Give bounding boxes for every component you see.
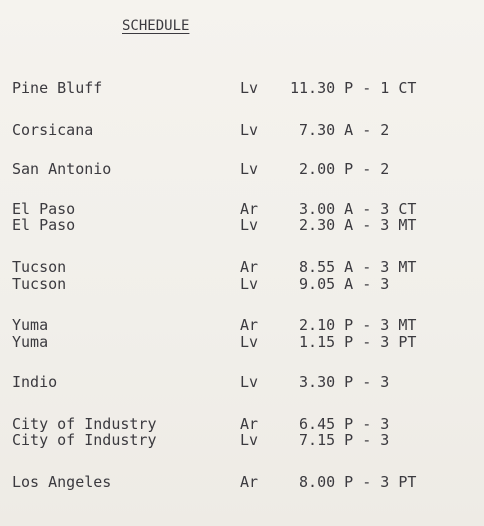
arrive-leave: Ar [240,473,259,491]
arrive-leave: Lv [240,431,259,449]
arrive-leave: Lv [240,373,259,391]
time-day-zone: 7.30 A - 2 [290,121,390,139]
city-name: Tucson [12,258,67,276]
arrive-leave: Ar [240,415,259,433]
time-day-zone: 3.00 A - 3 CT [290,200,417,218]
arrive-leave: Lv [240,160,259,178]
schedule-row [0,78,484,98]
schedule-title: SCHEDULE [122,18,190,34]
arrive-leave: Lv [240,275,259,293]
schedule-row [0,472,484,492]
time-day-zone: 8.00 P - 3 PT [290,473,417,491]
city-name: City of Industry [12,431,157,449]
time-day-zone: 2.10 P - 3 MT [290,316,417,334]
arrive-leave: Ar [240,258,259,276]
city-name: Yuma [12,333,49,351]
schedule-row [0,215,484,235]
city-name: Yuma [12,316,49,334]
time-day-zone: 3.30 P - 3 [290,373,390,391]
city-name: San Antonio [12,160,112,178]
arrive-leave: Lv [240,121,259,139]
arrive-leave: Lv [240,216,259,234]
arrive-leave: Lv [240,333,259,351]
time-day-zone: 1.15 P - 3 PT [290,333,417,351]
schedule-row [0,120,484,140]
schedule-row [0,430,484,450]
schedule-row [0,159,484,179]
city-name: Corsicana [12,121,94,139]
arrive-leave: Ar [240,316,259,334]
schedule-row [0,332,484,352]
schedule-row [0,274,484,294]
time-day-zone: 11.30 P - 1 CT [290,79,417,97]
time-day-zone: 6.45 P - 3 [290,415,390,433]
time-day-zone: 2.00 P - 2 [290,160,390,178]
time-day-zone: 8.55 A - 3 MT [290,258,417,276]
time-day-zone: 7.15 P - 3 [290,431,390,449]
arrive-leave: Lv [240,79,259,97]
arrive-leave: Ar [240,200,259,218]
city-name: El Paso [12,216,76,234]
city-name: El Paso [12,200,76,218]
city-name: Indio [12,373,58,391]
time-day-zone: 2.30 A - 3 MT [290,216,417,234]
city-name: Tucson [12,275,67,293]
time-day-zone: 9.05 A - 3 [290,275,390,293]
city-name: Los Angeles [12,473,112,491]
schedule-row [0,372,484,392]
city-name: Pine Bluff [12,79,103,97]
city-name: City of Industry [12,415,157,433]
